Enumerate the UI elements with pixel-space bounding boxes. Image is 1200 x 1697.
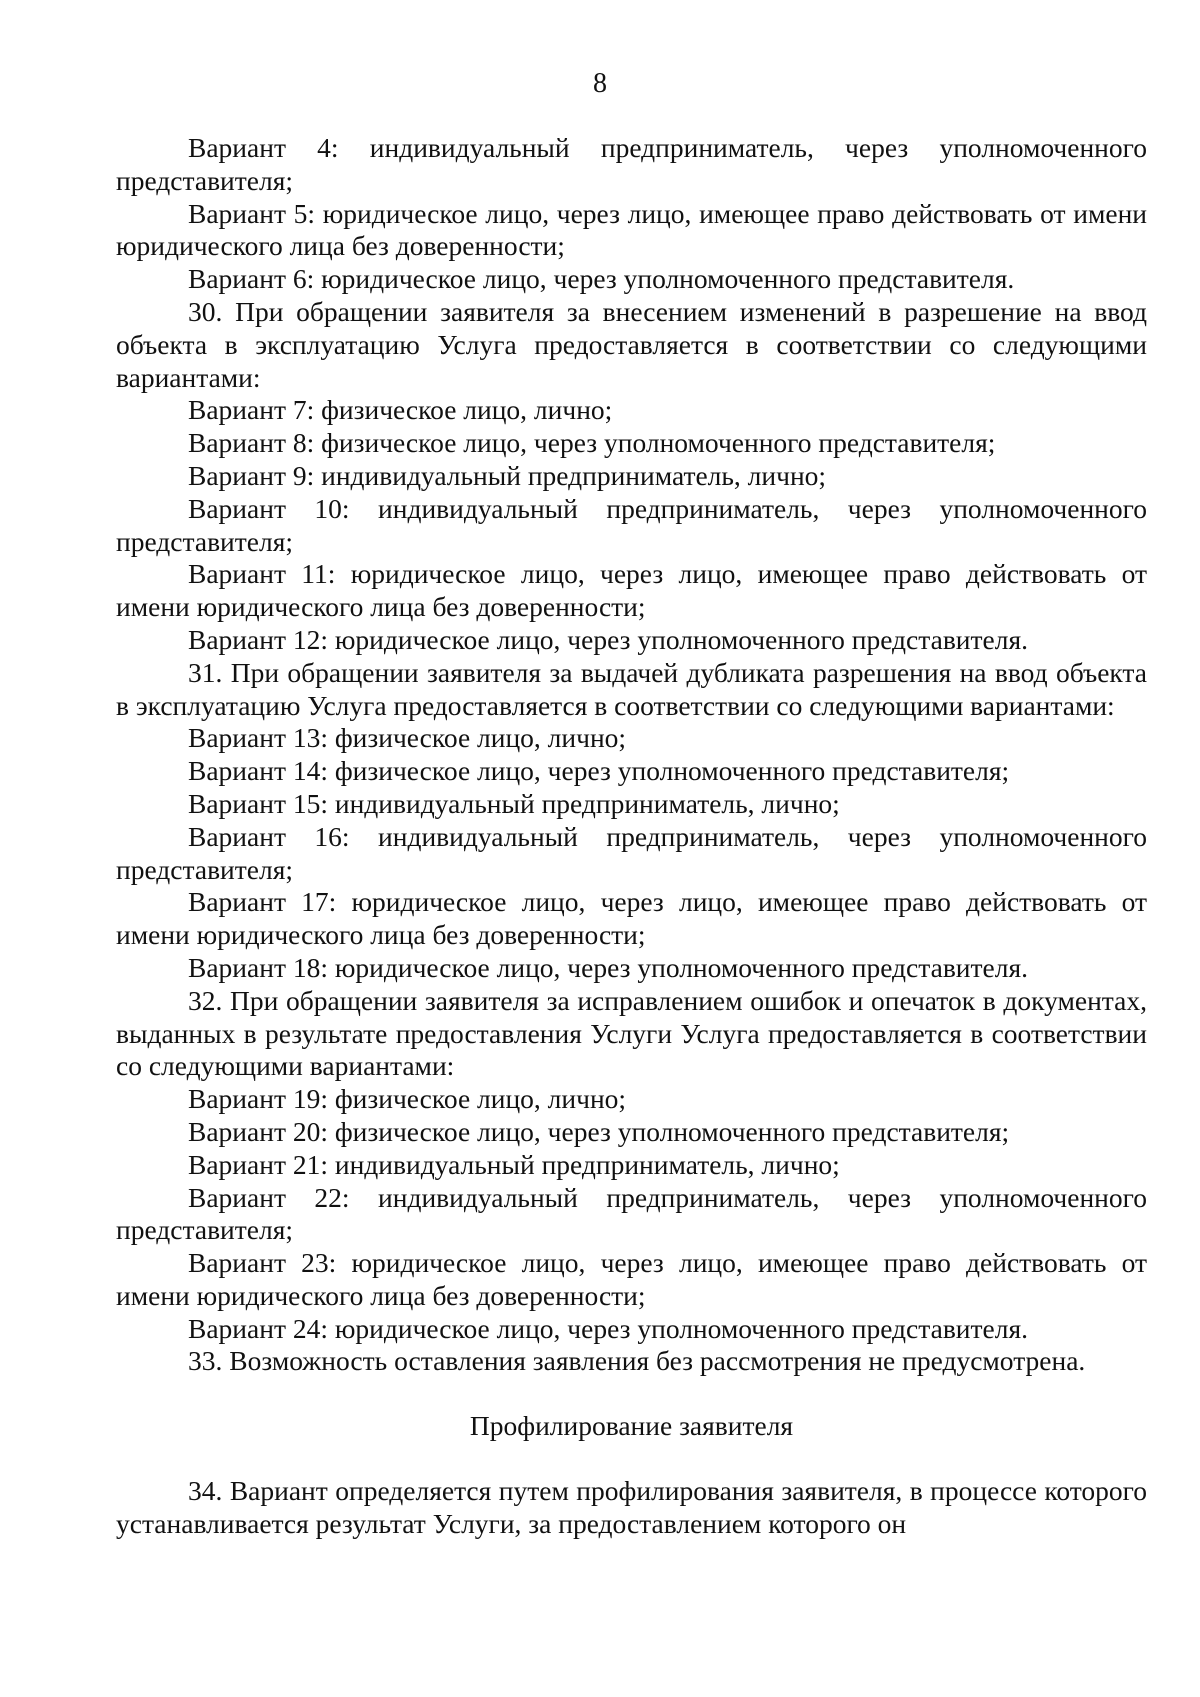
page-number: 8 <box>593 68 607 99</box>
section-heading: Профилирование заявителя <box>469 1410 794 1442</box>
paragraph-33: 33. Возможность оставления заявления без рассмотрения не предусмотрена. <box>188 1345 1086 1377</box>
document-body <box>116 132 1147 1541</box>
paragraph-variant-22: Вариант 22: индивидуальный предприниматель, через уполномоченного представителя; <box>116 1181 1147 1246</box>
paragraph-34: 34. Вариант определяется путем профилирования заявителя, в процессе которого устанавливается результат Услуги, за предоставлением которого он <box>116 1475 1147 1539</box>
paragraph-32: 32. При обращении заявителя за исправлением ошибок и опечаток в документах, выданных в результате предоставления Услуги Услуга предоставляется в соответствии со следующими вариантами: <box>116 984 1147 1082</box>
paragraph-variant-4: Вариант 4: индивидуальный предприниматель, через уполномоченного представителя; <box>116 132 1147 196</box>
paragraph-variant-8: Вариант 8: физическое лицо, через уполномоченного представителя; <box>188 427 996 459</box>
paragraph-30: 30. При обращении заявителя за внесением изменений в разрешение на ввод объекта в эксплуатацию Услуга предоставляется в соответствии со следующими вариантами: <box>116 295 1147 393</box>
paragraph-variant-19: Вариант 19: физическое лицо, лично; <box>188 1083 627 1115</box>
paragraph-variant-13: Вариант 13: физическое лицо, лично; <box>188 722 627 754</box>
paragraph-variant-7: Вариант 7: физическое лицо, лично; <box>188 394 613 426</box>
paragraph-variant-5: Вариант 5: юридическое лицо, через лицо, имеющее право действовать от имени юридического лица без доверенности; <box>116 197 1147 262</box>
paragraph-variant-6: Вариант 6: юридическое лицо, через уполномоченного представителя. <box>188 263 1015 295</box>
paragraph-variant-16: Вариант 16: индивидуальный предприниматель, через уполномоченного представителя; <box>116 820 1147 885</box>
paragraph-variant-11: Вариант 11: юридическое лицо, через лицо, имеющее право действовать от имени юридического лица без доверенности; <box>116 558 1147 623</box>
paragraph-variant-14: Вариант 14: физическое лицо, через уполномоченного представителя; <box>188 755 1010 787</box>
paragraph-variant-24: Вариант 24: юридическое лицо, через уполномоченного представителя. <box>188 1312 1028 1344</box>
paragraph-variant-20: Вариант 20: физическое лицо, через уполномоченного представителя; <box>188 1115 1010 1147</box>
paragraph-variant-18: Вариант 18: юридическое лицо, через уполномоченного представителя. <box>188 951 1028 983</box>
paragraph-variant-15: Вариант 15: индивидуальный предприниматель, лично; <box>188 787 840 819</box>
paragraph-variant-21: Вариант 21: индивидуальный предприниматель, лично; <box>188 1148 840 1180</box>
paragraph-variant-9: Вариант 9: индивидуальный предприниматель, лично; <box>188 459 827 491</box>
paragraph-variant-17: Вариант 17: юридическое лицо, через лицо, имеющее право действовать от имени юридического лица без доверенности; <box>116 886 1147 951</box>
paragraph-variant-12: Вариант 12: юридическое лицо, через уполномоченного представителя. <box>188 623 1028 655</box>
paragraph-variant-10: Вариант 10: индивидуальный предприниматель, через уполномоченного представителя; <box>116 492 1147 557</box>
paragraph-31: 31. При обращении заявителя за выдачей дубликата разрешения на ввод объекта в эксплуатацию Услуга предоставляется в соответствии со следующими вариантами: <box>116 656 1147 721</box>
paragraph-variant-23: Вариант 23: юридическое лицо, через лицо, имеющее право действовать от имени юридического лица без доверенности; <box>116 1247 1147 1311</box>
